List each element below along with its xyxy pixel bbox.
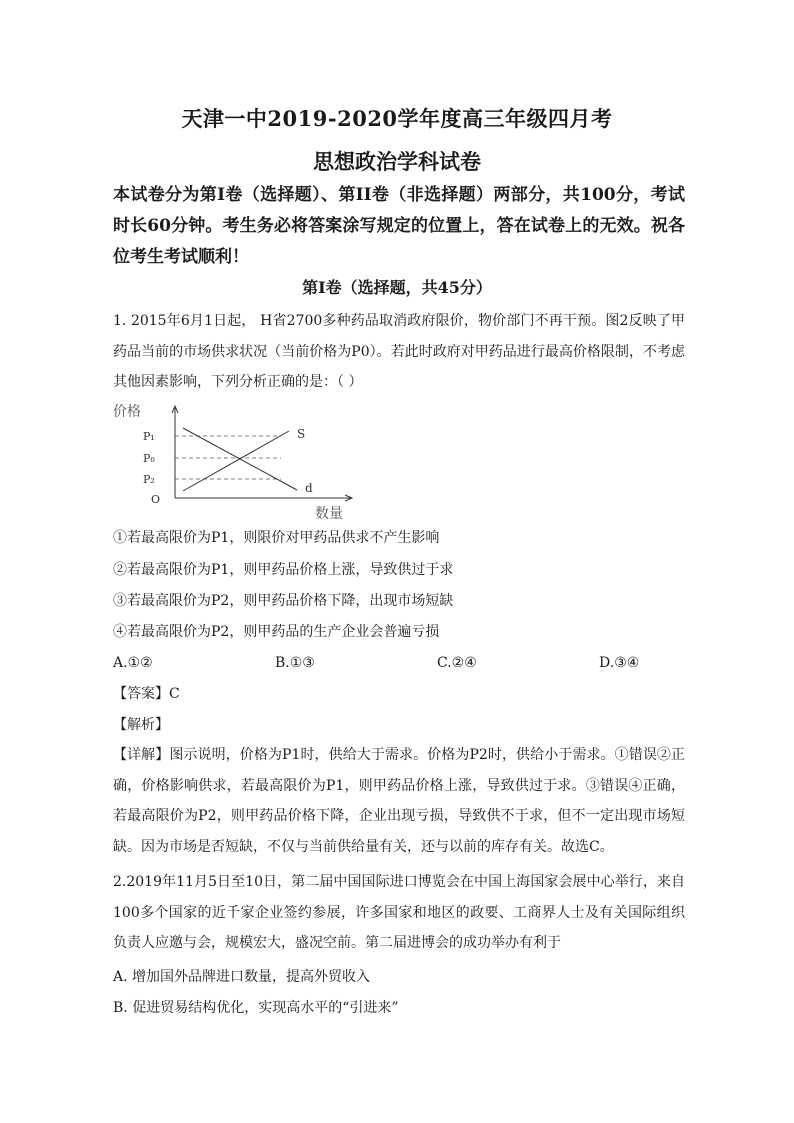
choice-text: ②④ [451, 655, 477, 671]
question-2-stem: 2.2019年11月5日至10日，第二届中国国际进口博览会在中国上海国家会展中心举行，来自100多个国家的近千家企业签约参展，许多国家和地区的政要、工商界人士及有关国际组织负责人应邀与会，规模宏大，盛况空前。第二届进博会的成功举办有利于 [113, 874, 685, 951]
supply-label: S [297, 427, 306, 441]
section-heading: 第Ⅰ卷（选择题，共45分） [302, 278, 492, 297]
statement-1: ①若最高限价为P1，则限价对甲药品供求不产生影响 [113, 530, 440, 546]
choice-letter: A. [113, 655, 128, 671]
demand-curve [183, 428, 297, 490]
statement-3: ③若最高限价为P2，则甲药品价格下降，出现市场短缺 [113, 593, 454, 609]
p0-label: P₀ [143, 452, 155, 465]
exam-instructions: 本试卷分为第Ⅰ卷（选择题）、第II卷（非选择题）两部分，共100分，考试时长60分钟。考生务必将答案涂写规定的位置上，答在试卷上的无效。祝各位考生考试顺利！ [113, 185, 685, 267]
choice-b [275, 653, 315, 673]
p2-label: P₂ [143, 473, 155, 486]
q2-option-b: B. 促进贸易结构优化，实现高水平的“引进来” [113, 1000, 399, 1016]
origin-label: O [151, 493, 161, 506]
choice-letter: C. [437, 655, 452, 671]
choice-letter: B. [275, 655, 290, 671]
choice-text: ①③ [289, 655, 315, 671]
choice-text: ①② [127, 655, 153, 671]
statement-2: ②若最高限价为P1，则甲药品价格上涨，导致供过于求 [113, 562, 454, 578]
statement-4: ④若最高限价为P2，则甲药品的生产企业会普遍亏损 [113, 624, 440, 640]
choice-text: ③④ [614, 655, 640, 671]
x-axis-label: 数量 [315, 506, 343, 522]
question-1-stem: 1. 2015年6月1日起， H省2700多种药品取消政府限价，物价部门不再干预。图2反映了甲药品当前的市场供求状况（当前价格为P0）。若此时政府对甲药品进行最高价格限制，不考虑其他因素影响，下列分析正确的是：（ ） [113, 313, 685, 390]
analysis-label: 【解析】 [113, 717, 169, 733]
choice-d [599, 653, 639, 673]
exam-subtitle: 思想政治学科试卷 [313, 149, 481, 174]
y-axis-label: 价格 [113, 404, 141, 420]
p1-label: P₁ [143, 430, 155, 443]
demand-label: d [305, 481, 313, 495]
choice-a [113, 653, 153, 673]
supply-demand-figure [113, 400, 363, 522]
q2-option-a: A. 增加国外品牌进口数量，提高外贸收入 [113, 969, 371, 985]
question-1-explanation: 【详解】图示说明，价格为P1时，供给大于需求。价格为P2时，供给小于需求。①错误②正确，价格影响供求，若最高限价为P1，则甲药品价格上涨，导致供过于求。③错误④正确，若最高限价为P2，则甲药品价格下降，企业出现亏损，导致供不于求，但不一定出现市场短缺。因为市场是否短缺，不仅与当前供给量有关，还与以前的库存有关。故选C。 [113, 747, 685, 855]
choice-c [437, 653, 477, 673]
choice-letter: D. [599, 655, 615, 671]
answer-label: 【答案】 [113, 686, 169, 702]
answer-value: C [169, 686, 180, 702]
exam-title: 天津一中2019-2020学年度高三年级四月考 [181, 106, 613, 131]
answer-line [113, 684, 180, 704]
supply-curve [183, 431, 289, 491]
